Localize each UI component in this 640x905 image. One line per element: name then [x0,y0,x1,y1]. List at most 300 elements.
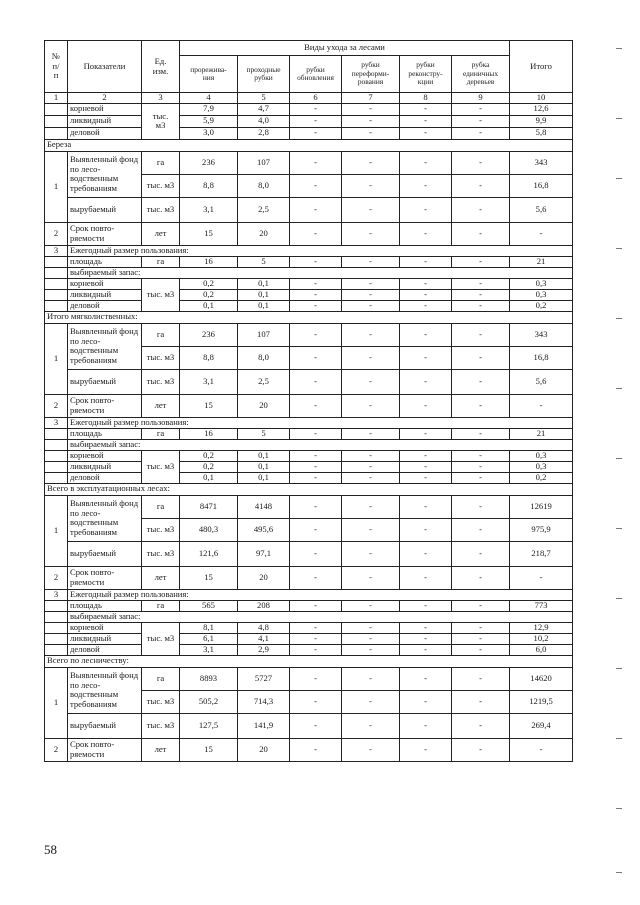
value-cell: - [290,151,342,174]
column-number: 3 [142,93,180,104]
value-cell: 3,1 [180,369,238,394]
total-cell: 12,6 [510,103,573,115]
value-cell: - [290,103,342,115]
total-cell: 1219,5 [510,690,573,713]
value-cell: 4148 [238,495,290,518]
column-number: 7 [342,93,400,104]
value-cell: 4,8 [238,622,290,633]
column-number: 8 [400,93,452,104]
row-number: 2 [45,738,68,761]
total-cell: - [510,566,573,589]
value-cell: - [290,541,342,566]
value-cell: 0,2 [180,450,238,461]
empty-cell [45,450,68,461]
value-cell: 16 [180,428,238,439]
section-title: Итого мягколиственных: [45,311,573,323]
header-total: Итого [510,41,573,93]
value-cell: 505,2 [180,690,238,713]
header-row [45,41,573,56]
total-cell: 16,8 [510,174,573,197]
unit-cell: га [142,600,180,611]
row-number: 1 [45,151,68,222]
stock-row [45,278,573,289]
fund-row [45,495,573,518]
value-cell: - [400,151,452,174]
value-cell: - [342,428,400,439]
margin-mark [616,178,622,179]
value-cell: - [342,115,400,127]
column-numbers-row [45,93,573,104]
row-number: 2 [45,222,68,245]
value-cell: 121,6 [180,541,238,566]
header-unit: Ед. изм. [142,41,180,93]
value-cell: 15 [180,222,238,245]
row-number: 3 [45,417,68,428]
header-type: прорежива- ния [180,56,238,93]
value-cell: - [290,566,342,589]
row-label: Выявленный фонд по лесо-водственным требованиям [68,323,142,369]
value-cell: - [400,197,452,222]
margin-mark [616,318,622,319]
row-label: ликвидный [68,461,142,472]
value-cell: 0,1 [238,472,290,483]
row-number: 1 [45,323,68,394]
value-cell: 495,6 [238,518,290,541]
margin-mark [616,118,622,119]
area-row [45,428,573,439]
column-number: 10 [510,93,573,104]
value-cell: - [452,461,510,472]
header-no: № п/ п [45,41,68,93]
value-cell: - [400,622,452,633]
value-cell: - [342,369,400,394]
unit-cell: тыс. м3 [142,369,180,394]
value-cell: - [342,323,400,346]
value-cell: 3,1 [180,644,238,655]
cut-row [45,197,573,222]
row-label: вырубаемый [68,541,142,566]
empty-cell [45,611,68,622]
header-care-types: Виды ухода за лесами [180,41,510,56]
stock-row [45,633,573,644]
value-cell: - [290,197,342,222]
row-label: ликвидный [68,115,142,127]
value-cell: - [290,644,342,655]
value-cell: 236 [180,323,238,346]
value-cell: - [342,461,400,472]
annual-row [45,589,573,600]
value-cell: 4,0 [238,115,290,127]
value-cell: - [290,622,342,633]
value-cell: - [290,461,342,472]
unit-cell: лет [142,394,180,417]
unit-cell: тыс. м3 [142,541,180,566]
value-cell: 20 [238,222,290,245]
value-cell: - [400,667,452,690]
total-cell: 975,9 [510,518,573,541]
value-cell: 0,1 [180,472,238,483]
header-type: рубки реконстру- кции [400,56,452,93]
total-cell: 0,3 [510,278,573,289]
unit-cell: тыс. м3 [142,713,180,738]
value-cell: 8,8 [180,346,238,369]
section-title: Береза [45,139,573,151]
value-cell: 15 [180,566,238,589]
section-title: Всего по лесничеству: [45,655,573,667]
empty-cell [45,622,68,633]
total-cell: 5,6 [510,369,573,394]
value-cell: - [400,495,452,518]
row-label: деловой [68,300,142,311]
value-cell: - [342,289,400,300]
value-cell: - [342,518,400,541]
value-cell: 0,1 [238,461,290,472]
value-cell: - [452,450,510,461]
margin-mark [616,248,622,249]
value-cell: - [400,300,452,311]
row-label: деловой [68,127,142,139]
unit-cell: тыс. м3 [142,518,180,541]
value-cell: 208 [238,600,290,611]
empty-cell [45,461,68,472]
value-cell: - [452,518,510,541]
value-cell: 16 [180,256,238,267]
value-cell: - [342,278,400,289]
value-cell: - [290,713,342,738]
value-cell: 8,0 [238,174,290,197]
section-title: Всего в эксплуатационных лесах: [45,483,573,495]
fund-row [45,151,573,174]
value-cell: - [452,644,510,655]
value-cell: 2,9 [238,644,290,655]
total-cell: 5,8 [510,127,573,139]
value-cell: - [290,450,342,461]
value-cell: 5,9 [180,115,238,127]
value-cell: - [400,278,452,289]
value-cell: - [452,541,510,566]
value-cell: - [452,428,510,439]
total-cell: 14620 [510,667,573,690]
annual-row [45,245,573,256]
cut-row [45,369,573,394]
value-cell: 0,1 [238,278,290,289]
value-cell: 0,1 [238,300,290,311]
value-cell: - [400,713,452,738]
stock-row [45,461,573,472]
value-cell: - [342,394,400,417]
value-cell: - [342,472,400,483]
unit-cell: га [142,495,180,518]
stock-title-row [45,439,573,450]
unit-cell: га [142,151,180,174]
value-cell: - [400,600,452,611]
total-cell: 343 [510,323,573,346]
column-number: 9 [452,93,510,104]
value-cell: - [452,622,510,633]
value-cell: - [400,127,452,139]
margin-mark [616,872,622,873]
value-cell: - [452,103,510,115]
value-cell: - [452,738,510,761]
value-cell: 236 [180,151,238,174]
value-cell: 6,1 [180,633,238,644]
value-cell: 141,9 [238,713,290,738]
row-label: площадь [68,600,142,611]
column-number: 6 [290,93,342,104]
header-type: рубки обновления [290,56,342,93]
empty-cell [45,127,68,139]
value-cell: - [342,495,400,518]
value-cell: - [400,644,452,655]
value-cell: - [452,600,510,611]
value-cell: 0,1 [238,289,290,300]
value-cell: - [452,472,510,483]
value-cell: - [452,278,510,289]
value-cell: - [400,461,452,472]
value-cell: - [452,495,510,518]
stock-row [45,472,573,483]
total-cell: 16,8 [510,346,573,369]
value-cell: - [400,518,452,541]
value-cell: - [400,103,452,115]
total-cell: - [510,222,573,245]
value-cell: 15 [180,738,238,761]
period-row [45,394,573,417]
value-cell: 0,1 [238,450,290,461]
value-cell: - [400,346,452,369]
header-type: рубки переформи- рования [342,56,400,93]
value-cell: - [452,690,510,713]
value-cell: 3,1 [180,197,238,222]
value-cell: 8,1 [180,622,238,633]
value-cell: 4,7 [238,103,290,115]
value-cell: - [290,369,342,394]
value-cell: - [342,690,400,713]
row-label: Срок повто-ряемости [68,566,142,589]
total-cell: - [510,394,573,417]
total-cell: - [510,738,573,761]
value-cell: - [452,346,510,369]
total-cell: 0,2 [510,300,573,311]
row-label: вырубаемый [68,369,142,394]
value-cell: - [290,256,342,267]
stock-title-row [45,611,573,622]
row-label: корневой [68,278,142,289]
value-cell: - [342,450,400,461]
header-type: проходные рубки [238,56,290,93]
total-cell: 218,7 [510,541,573,566]
row-label: вырубаемый [68,713,142,738]
value-cell: - [400,738,452,761]
row-label: Выявленный фонд по лесо-водственным требованиям [68,151,142,197]
empty-cell [45,289,68,300]
column-number: 5 [238,93,290,104]
unit-cell: тыс. м3 [142,346,180,369]
total-cell: 5,6 [510,197,573,222]
row-label: площадь [68,428,142,439]
value-cell: - [342,633,400,644]
value-cell: - [290,518,342,541]
value-cell: 20 [238,738,290,761]
unit-cell: га [142,256,180,267]
cut-row [45,541,573,566]
value-cell: 8893 [180,667,238,690]
value-cell: 4,1 [238,633,290,644]
value-cell: - [290,690,342,713]
unit-cell: лет [142,566,180,589]
row-label: Срок повто-ряемости [68,222,142,245]
total-cell: 0,2 [510,472,573,483]
margin-mark [616,458,622,459]
total-cell: 21 [510,428,573,439]
unit-cell: лет [142,222,180,245]
value-cell: - [290,472,342,483]
value-cell: - [452,222,510,245]
value-cell: 20 [238,394,290,417]
margin-mark [616,808,622,809]
header-indicators: Показатели [68,41,142,93]
value-cell: - [400,566,452,589]
value-cell: 127,5 [180,713,238,738]
unit-cell: тыс. м3 [142,450,180,483]
value-cell: - [400,472,452,483]
value-cell: - [290,495,342,518]
value-cell: - [342,566,400,589]
margin-mark [616,388,622,389]
header-type: рубка единичных деревьев [452,56,510,93]
margin-mark [616,668,622,669]
value-cell: - [400,174,452,197]
value-cell: - [400,541,452,566]
empty-cell [45,267,68,278]
value-cell: - [400,256,452,267]
value-cell: - [452,394,510,417]
stock-row [45,450,573,461]
unit-cell: тыс. м3 [142,622,180,655]
value-cell: 8471 [180,495,238,518]
value-cell: - [342,713,400,738]
row-label: деловой [68,472,142,483]
value-cell: - [342,738,400,761]
value-cell: 714,3 [238,690,290,713]
value-cell: - [400,115,452,127]
row-label: Ежегодный размер пользования: [68,589,573,600]
value-cell: - [400,690,452,713]
period-row [45,738,573,761]
total-cell: 773 [510,600,573,611]
value-cell: 5727 [238,667,290,690]
row-number: 1 [45,667,68,738]
stock-row [45,103,573,115]
value-cell: - [452,300,510,311]
value-cell: 107 [238,151,290,174]
row-label: выбираемый запас: [68,439,573,450]
value-cell: - [400,222,452,245]
value-cell: - [452,151,510,174]
stock-title-row [45,267,573,278]
fund-row [45,323,573,346]
period-row [45,566,573,589]
value-cell: - [342,127,400,139]
row-label: корневой [68,622,142,633]
empty-cell [45,256,68,267]
row-number: 2 [45,394,68,417]
empty-cell [45,103,68,115]
value-cell: - [290,346,342,369]
value-cell: - [290,300,342,311]
value-cell: 0,2 [180,461,238,472]
value-cell: - [342,256,400,267]
value-cell: 3,0 [180,127,238,139]
total-cell: 10,2 [510,633,573,644]
value-cell: - [290,127,342,139]
value-cell: - [290,289,342,300]
value-cell: - [452,633,510,644]
value-cell: - [342,222,400,245]
margin-mark [616,48,622,49]
row-label: вырубаемый [68,197,142,222]
annual-row [45,417,573,428]
value-cell: 8,0 [238,346,290,369]
value-cell: - [290,278,342,289]
value-cell: - [290,323,342,346]
value-cell: - [290,633,342,644]
value-cell: - [342,541,400,566]
value-cell: 2,8 [238,127,290,139]
column-number: 1 [45,93,68,104]
unit-cell: тыс. м3 [142,174,180,197]
value-cell: 480,3 [180,518,238,541]
unit-cell: тыс. м3 [142,278,180,311]
page-number: 58 [44,842,57,857]
value-cell: - [400,323,452,346]
total-cell: 343 [510,151,573,174]
value-cell: 2,5 [238,369,290,394]
section-title-row [45,139,573,151]
total-cell: 269,4 [510,713,573,738]
row-number: 3 [45,245,68,256]
row-label: Срок повто-ряемости [68,394,142,417]
value-cell: - [400,289,452,300]
row-number: 1 [45,495,68,566]
stock-row [45,644,573,655]
row-label: выбираемый запас: [68,267,573,278]
unit-cell: га [142,667,180,690]
value-cell: - [452,256,510,267]
value-cell: 5 [238,256,290,267]
value-cell: - [290,222,342,245]
value-cell: - [452,197,510,222]
stock-row [45,115,573,127]
empty-cell [45,115,68,127]
unit-cell: лет [142,738,180,761]
value-cell: 0,2 [180,278,238,289]
margin-mark [616,528,622,529]
empty-cell [45,644,68,655]
value-cell: - [452,713,510,738]
value-cell: 0,1 [180,300,238,311]
margin-mark [616,738,622,739]
column-number: 4 [180,93,238,104]
row-label: Ежегодный размер пользования: [68,417,573,428]
value-cell: 97,1 [238,541,290,566]
unit-cell: тыс. м3 [142,103,180,139]
value-cell: - [342,103,400,115]
value-cell: 8,8 [180,174,238,197]
section-title-row [45,483,573,495]
value-cell: - [452,369,510,394]
value-cell: - [400,428,452,439]
